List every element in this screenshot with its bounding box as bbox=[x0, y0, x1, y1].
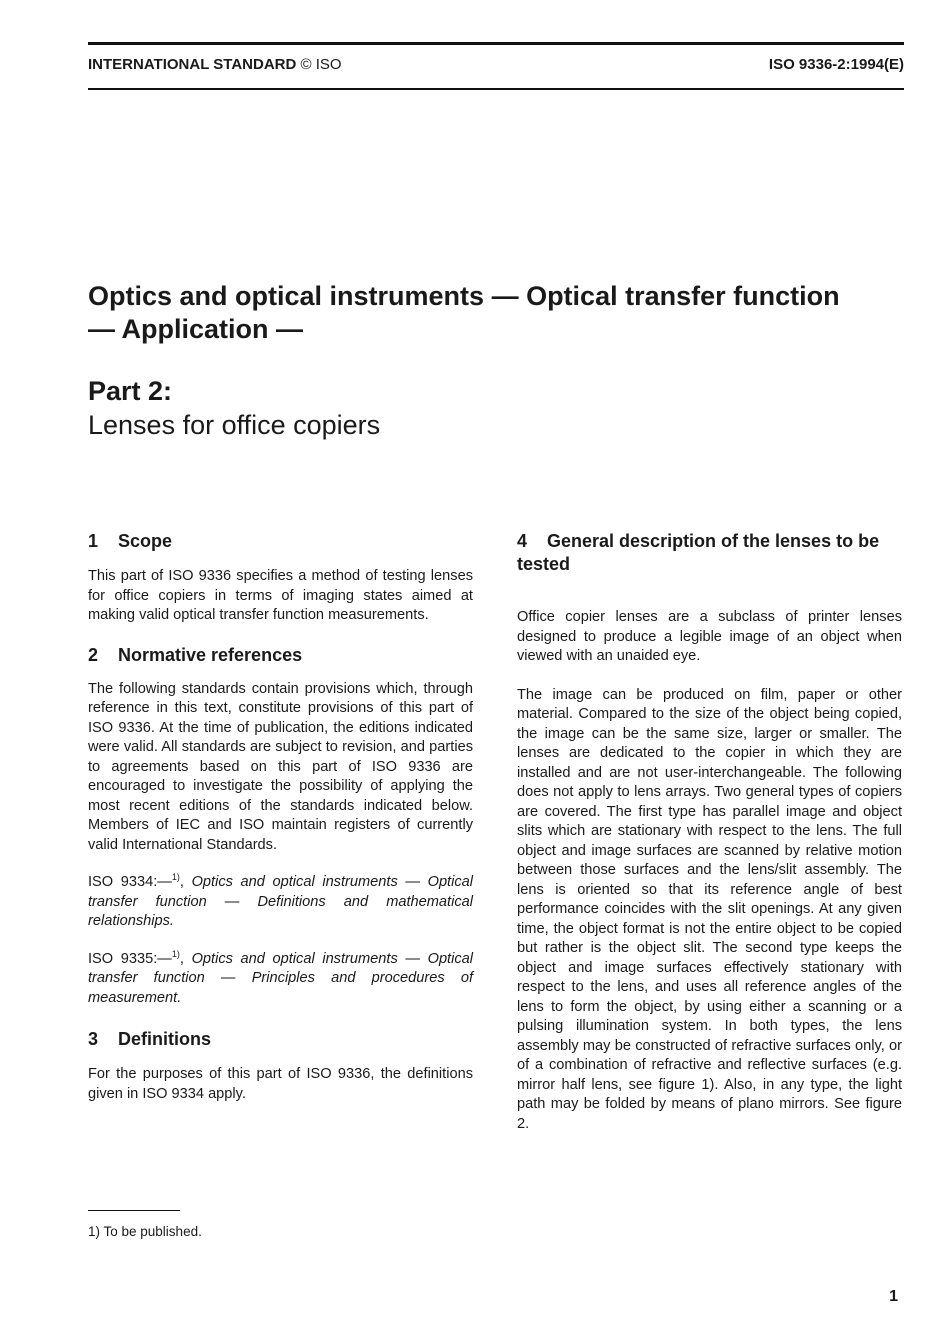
left-column bbox=[88, 530, 473, 1104]
right-column bbox=[517, 530, 902, 1134]
header-standard-label: INTERNATIONAL STANDARD © ISO bbox=[88, 56, 342, 73]
part-subtitle: Lenses for office copiers bbox=[88, 410, 381, 440]
section-normative-heading: 2 Normative references bbox=[88, 644, 303, 665]
definitions-paragraph: For the purposes of this part of ISO 9336, the definitions given in ISO 9334 apply. bbox=[88, 1066, 473, 1102]
document-title: Optics and optical instruments — Optical transfer function — Application — bbox=[88, 281, 840, 344]
section-definitions-heading: 3 Definitions bbox=[88, 1029, 211, 1049]
normative-paragraph: The following standards contain provisions which, through reference in this text, constitute provisions of this part of ISO 9336. At the time of publication, the editions indicated were valid. All standards are subject to revision, and parties to agreements based on this part of ISO 9336 are encouraged to investigate the possibility of applying the most recent editions of the standards indicated below. Members of IEC and ISO maintain registers of currently valid International Standards. bbox=[88, 680, 473, 853]
header-document-id: ISO 9336-2:1994(E) bbox=[768, 56, 904, 73]
header-bottom-rule bbox=[88, 88, 904, 90]
section-scope-heading: 1 Scope bbox=[88, 531, 173, 551]
reference-iso-9334: ISO 9334:—$^{1)}$, Optics and optical instruments — Optical transfer function — Definitions and mathematical relationships. bbox=[88, 872, 474, 929]
running-header bbox=[88, 56, 904, 78]
reference-iso-9335: ISO 9335:—$^{1)}$, Optics and optical instruments — Optical transfer function — Principles and procedures of measurement. bbox=[88, 948, 474, 1006]
footnote: 1) To be published. bbox=[88, 1224, 202, 1239]
section-general-heading: 4 General description of the lenses to be tested bbox=[517, 531, 880, 574]
scope-paragraph: This part of ISO 9336 specifies a method of testing lenses for office copiers in terms of imaging states aimed at making valid optical transfer function measurements. bbox=[88, 568, 473, 623]
page-number: 1 bbox=[889, 1288, 898, 1305]
footnote-rule bbox=[88, 1210, 180, 1211]
header-top-rule bbox=[88, 42, 904, 45]
general-paragraph-2: The image can be produced on film, paper or other material. Compared to the size of the object being copied, the image can be the same size, larger or smaller. The lenses are dedicated to the copier in which they are installed and are not user-interchangeable. The following does not apply to lens arrays. Two general types of copiers are covered. The first type has parallel image and object slits which are stationary with respect to the lens. The full object and image surfaces are scanned by relative motion between those surfaces and the lens/slit assembly. The lens is oriented so that its reference angle of best performance coincides with the slit openings. At any given time, the object format is not the entire object to be copied but rather is the object slit. The second type keeps the object and image surfaces effectively stationary with respect to the lens, and uses all reference angles of the lens to form the object, by using either a scanning or a pulsing illumination system. In both types, the lens assembly may be constructed of refractive surfaces only, or of a combination of refractive and reflective surfaces (e.g. mirror half lens, see figure 1). Also, in any type, the light path may be folded by means of plano mirrors. See figure 2. bbox=[517, 686, 902, 1132]
part-label: Part 2: bbox=[88, 376, 173, 406]
general-paragraph-1: Office copier lenses are a subclass of printer lenses designed to produce a legible image of an object when viewed with an unaided eye. bbox=[517, 609, 902, 664]
